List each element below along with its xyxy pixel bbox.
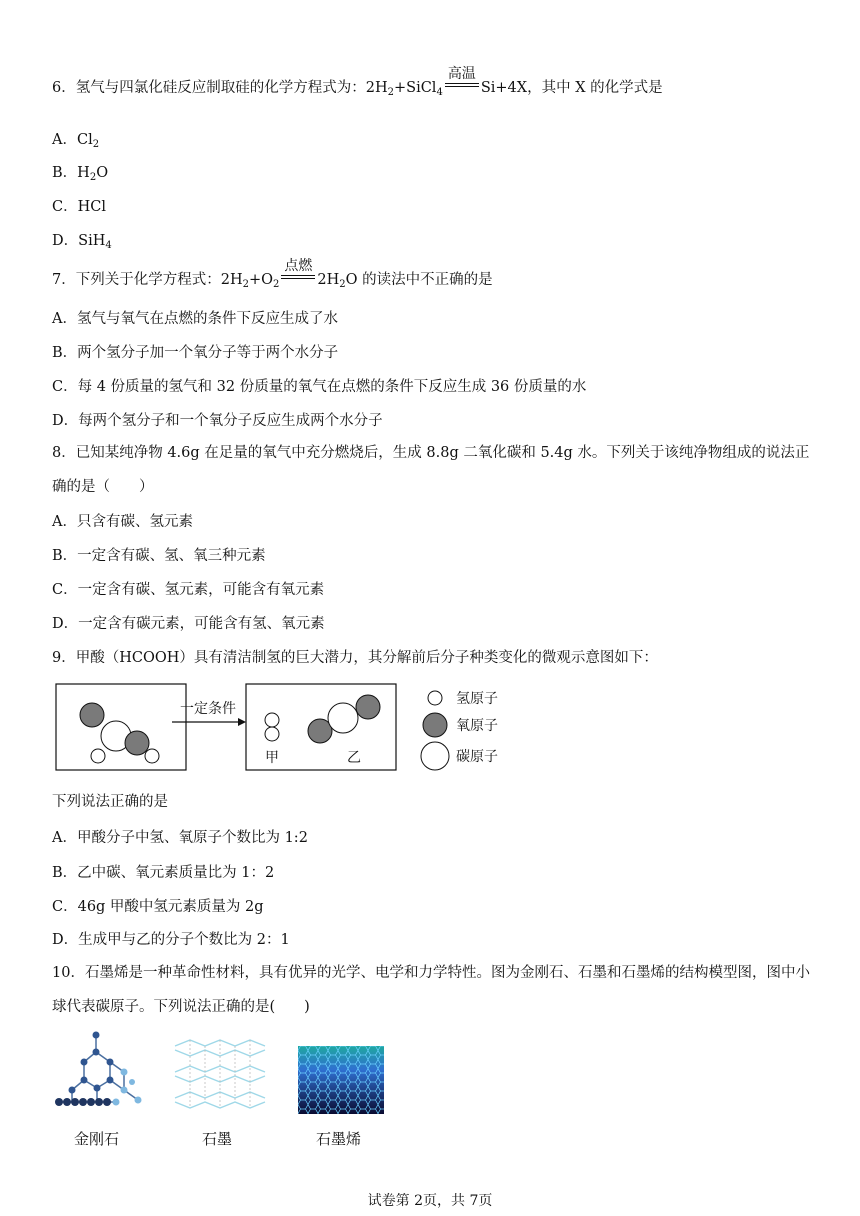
hydrogen-atom (265, 727, 279, 741)
q9-prompt: 下列说法正确的是 (52, 794, 168, 810)
q6-option-a: A．$Cl_2$ (52, 132, 100, 150)
reaction-condition: 点燃 (281, 269, 315, 287)
q9-stem: 9．甲酸（HCOOH）具有清洁制氢的巨大潜力，其分解前后分子种类变化的微观示意图如下： (52, 650, 658, 666)
q9-option-d: D．生成甲与乙的分子个数比为 2：1 (52, 932, 290, 948)
q8-option-c: C．一定含有碳、氢元素，可能含有氧元素 (52, 582, 325, 598)
hydrogen-atom (91, 749, 105, 763)
carbon-atom (328, 703, 358, 733)
q9-option-a: A．甲酸分子中氢、氧原子个数比为 1:2 (52, 830, 308, 846)
reaction-condition: 高温 (445, 77, 479, 95)
q6-option-c: C．HCl (52, 199, 106, 215)
q9-option-b: B．乙中碳、氧元素质量比为 1：2 (52, 865, 275, 881)
oxygen-atom (356, 695, 380, 719)
q10-stem: 10．石墨烯是一种革命性材料，具有优异的光学、电学和力学特性。图为金刚石、石墨和石墨烯的结构模型图，图中小球代表碳原子。下列说法正确的是( ) (52, 965, 810, 1015)
q7-option-d: D．每两个氢分子和一个氧分子反应生成两个水分子 (52, 413, 383, 429)
graphene-structure-image (298, 1046, 384, 1114)
diamond-structure-image (54, 1030, 154, 1115)
hydrogen-atom (265, 713, 279, 727)
diamond-label: 金刚石 (74, 1130, 120, 1148)
oxygen-atom (125, 731, 149, 755)
graphite-structure-image (170, 1036, 270, 1116)
q7-stem: 7．下列关于化学方程式：$2H_2+O_2$ 点燃 $2H_2O$ 的读法中不正确的是 (52, 258, 493, 290)
molecule-diagram (52, 680, 522, 775)
carbon-legend-icon (421, 742, 449, 770)
q6-stem: 6．氢气与四氯化硅反应制取硅的化学方程式为：$2H_2+SiCl_4$ 高温 Si+4X，其中 X 的化学式是 (52, 66, 663, 98)
page-footer: 试卷第 2页，共 7页 (367, 1193, 493, 1209)
graphite-label: 石墨 (202, 1130, 233, 1148)
q8-option-d: D．一定含有碳元素，可能含有氢、氧元素 (52, 616, 325, 632)
q8-option-a: A．只含有碳、氢元素 (52, 514, 193, 530)
legend-oxygen: 氧原子 (456, 718, 498, 734)
hydrogen-legend-icon (428, 691, 442, 705)
q8-option-b: B．一定含有碳、氢、氧三种元素 (52, 548, 266, 564)
arrow-label: 一定条件 (180, 701, 236, 717)
oxygen-atom (80, 703, 104, 727)
q6-option-b: B．$H_2O$ (52, 165, 109, 183)
q9-option-c: C．46g 甲酸中氢元素质量为 2g (52, 899, 264, 915)
graphene-label: 石墨烯 (316, 1130, 362, 1148)
legend-hydrogen: 氢原子 (456, 691, 498, 707)
q7-option-b: B．两个氢分子加一个氧分子等于两个水分子 (52, 345, 339, 361)
oxygen-legend-icon (423, 713, 447, 737)
q7-option-c: C．每 4 份质量的氢气和 32 份质量的氧气在点燃的条件下反应生成 36 份质量的水 (52, 379, 587, 395)
q7-option-a: A．氢气与氧气在点燃的条件下反应生成了水 (52, 311, 338, 327)
q6-option-d: D．SiH$_4$ (52, 233, 112, 251)
q8-stem: 8．已知某纯净物 4.6g 在足量的氧气中充分燃烧后，生成 8.8g 二氧化碳和 5.4g 水。下列关于该纯净物组成的说法正确的是（ ） (52, 445, 810, 495)
product-b-label: 乙 (347, 750, 361, 766)
product-a-label: 甲 (265, 750, 279, 766)
legend-carbon: 碳原子 (456, 749, 498, 765)
hydrogen-atom (145, 749, 159, 763)
